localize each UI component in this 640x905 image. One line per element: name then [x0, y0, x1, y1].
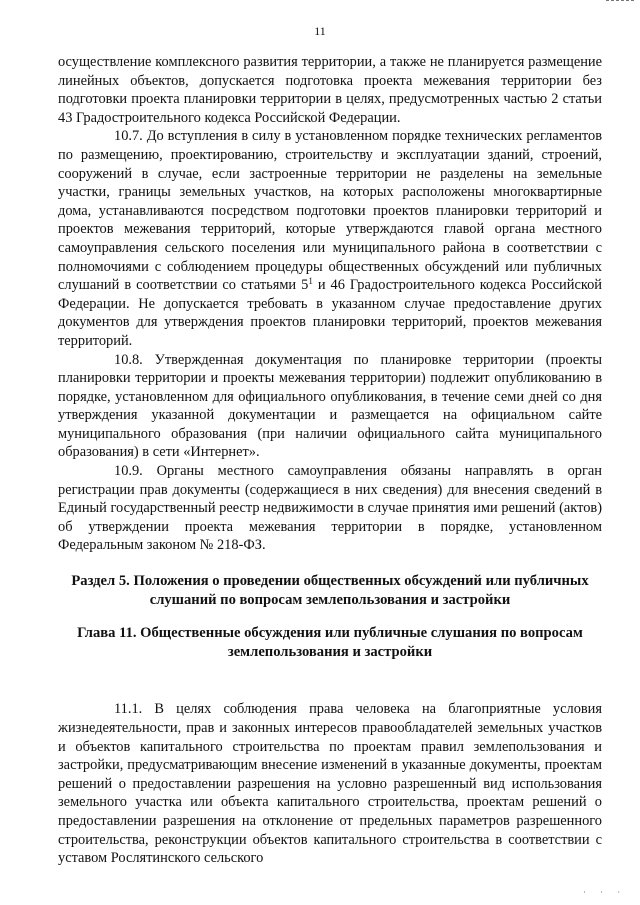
paragraph-10-9: 10.9. Органы местного самоуправления обязаны направлять в орган регистрации прав документы (содержащиеся в них сведения) для внесения сведений в Единый государственный реестр недвижимости в случае принятия ими решений (актов) об утверждении проекта межевания территории в порядке, установленном Федеральным законом № 218-ФЗ.: [58, 463, 602, 554]
document-body: [58, 53, 602, 868]
paragraph-continued: осуществление комплексного развития территории, а также не планируется размещение линейных объектов, допускается подготовка проекта межевания территории без подготовки проекта планировки территории в целях, предусмотренных частью 2 статьи 43 Градостроительного кодекса Российской Федерации.: [58, 54, 602, 126]
paragraph-11-1: 11.1. В целях соблюдения права человека на благоприятные условия жизнедеятельности, прав и законных интересов правообладателей земельных участков и объектов капитального строительства по проектам правил землепользования и застройки, предусматривающим внесение изменений в указанные документы, проектам решений о предоставлении разрешения на условно разрешенный вид использования земельного участка или объекта капитального строительства, проектам решений о предоставлении разрешения на отклонение от предельных параметров разрешенного строительства, реконструкции объектов капитального строительства в соответствии с уставом Рослятинского сельского: [58, 701, 602, 867]
paragraph-10-7-text-end: и 46 Градостроительного кодекса Российской Федерации. Не допускается требовать в указанном случае предоставление других документов для утверждения проектов планировки территорий, проектов межевания территорий.: [58, 277, 602, 349]
chapter-heading: Глава 11. Общественные обсуждения или публичные слушания по вопросам землепользования и застройки: [77, 625, 583, 660]
page-number: 11: [314, 24, 326, 38]
scan-artifact-mark: · · ·: [583, 888, 626, 897]
superscript-article-number: 1: [308, 276, 313, 287]
paragraph-10-7: [58, 127, 602, 350]
paragraph-10-8: 10.8. Утвержденная документация по планировке территории (проекты планировки территории и проекты межевания территории) подлежит опубликованию в порядке, установленном для официального опубликования, в течение семи дней со дня утверждения указанной документации и размещается на официальном сайте муниципального образования (при наличии официального сайта муниципального образования) в сети «Интернет».: [58, 351, 602, 461]
scan-edge-mark: [606, 0, 634, 3]
section-heading: Раздел 5. Положения о проведении общественных обсуждений или публичных слушаний по вопросам землепользования и застройки: [71, 573, 589, 608]
paragraph-10-7-text-start: 10.7. До вступления в силу в установленном порядке технических регламентов по размещению, проектированию, строительству и эксплуатации зданий, строений, сооружений в случае, если застроенные территории не разделены на земельные участки, границы земельных участков, на которых расположены многоквартирные дома, устанавливаются посредством подготовки проектов планировки территорий и проектов межевания территорий, которые утверждаются главой органа местного самоуправления сельского поселения или муниципального района в соответствии с полномочиями с соблюдением процедуры общественных обсуждений или публичных слушаний в соответствии со статьями 5: [58, 128, 602, 294]
